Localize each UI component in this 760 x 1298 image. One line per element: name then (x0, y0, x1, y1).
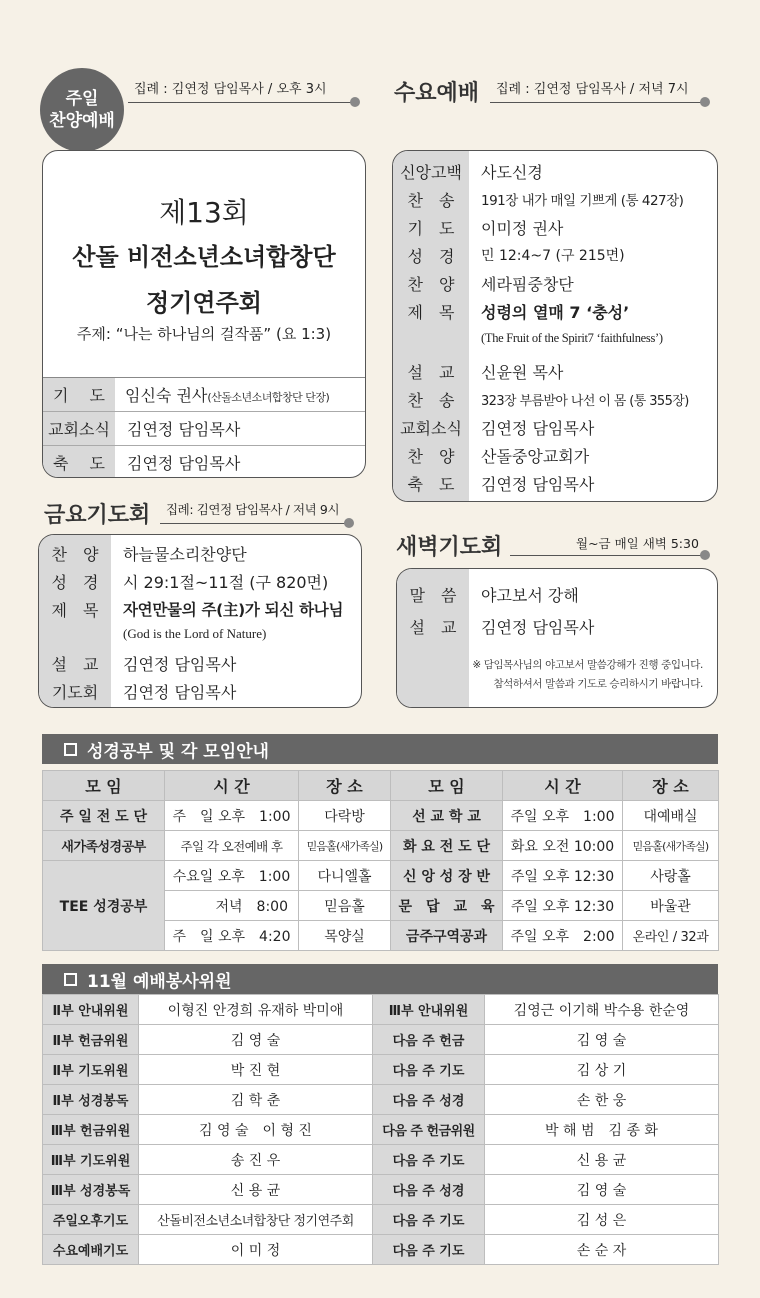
wednesday-row: 축 도 김연정 담임목사 (407, 474, 595, 494)
table-row: Ⅱ부 헌금위원 김 영 술 다음 주 헌금 김 영 술 (43, 1025, 719, 1055)
wednesday-row: (The Fruit of the Spirit7 ‘faithfulness’) (481, 330, 663, 345)
table-row: 주 일 오후 4:20 목양실 금주구역공과 주일 오후 2:00 온라인 / 32과 (43, 921, 719, 951)
meetings-table (42, 770, 719, 951)
wednesday-service-note: 집례 : 김연정 담임목사 / 저녁 7시 (496, 82, 689, 97)
divider (160, 523, 346, 524)
wednesday-service-box (392, 150, 718, 502)
table-header-row: 모 임 시 간 장 소 모 임 시 간 장 소 (43, 771, 719, 801)
friday-row: 찬 양 하늘물소리찬양단 (51, 544, 247, 564)
sunday-row-prayer: 기 도 임신숙 권사(산돌소년소녀합창단 단장) (53, 385, 330, 405)
sunday-row-benediction: 축 도 김연정 담임목사 (53, 453, 241, 473)
table-row: Ⅲ부 기도위원 송 진 우 다음 주 기도 신 용 균 (43, 1145, 719, 1175)
committee-table (42, 994, 719, 1265)
friday-row: 성 경 시 29:1절~11절 (구 820면) (51, 572, 329, 592)
dawn-service-note: 월~금 매일 새벽 5:30 (576, 536, 699, 551)
table-row: Ⅱ부 기도위원 박 진 현 다음 주 기도 김 상 기 (43, 1055, 719, 1085)
table-row: 주 일 전 도 단 주 일 오후 1:00 다락방 선 교 학 교 주일 오후 1:00 대예배실 (43, 801, 719, 831)
dawn-notice: ※ 담임목사님의 야고보서 말씀강해가 진행 중입니다. 참석하셔서 말씀과 기도로 승리하시기 바랍니다. (472, 659, 703, 690)
event-number: 제13회 (159, 196, 249, 229)
sunday-service-note: 집례 : 김연정 담임목사 / 오후 3시 (134, 82, 327, 97)
table-row: 저녁 8:00 믿음홀 문 답 교 육 주일 오후 12:30 바울관 (43, 891, 719, 921)
friday-row: 설 교 김연정 담임목사 (51, 654, 237, 674)
dawn-service-box (396, 568, 718, 708)
table-row: 수요예배기도 이 미 정 다음 주 기도 손 순 자 (43, 1235, 719, 1265)
friday-row: 제 목 자연만물의 주(主)가 되신 하나님 (51, 600, 344, 620)
wednesday-row: 교회소식 김연정 담임목사 (400, 418, 595, 438)
dot-icon (700, 97, 710, 107)
committee-section-bar: 11월 예배봉사위원 (42, 964, 718, 994)
wednesday-row: 찬 양 산돌중앙교회가 (407, 446, 590, 466)
table-row: TEE 성경공부 수요일 오후 1:00 다니엘홀 신 앙 성 장 반 주일 오후 12:30 사랑홀 (43, 861, 719, 891)
dawn-service-title: 새벽기도회 (396, 535, 503, 560)
friday-service-title: 금요기도회 (44, 503, 151, 528)
sunday-row-news: 교회소식 김연정 담임목사 (48, 419, 241, 439)
table-row: 새가족성경공부 주일 각 오전예배 후 믿음홀(새가족실) 화 요 전 도 단 화요 오전 10:00 믿음홀(새가족실) (43, 831, 719, 861)
friday-service-box (38, 534, 362, 708)
friday-service-note: 집례: 김연정 담임목사 / 저녁 9시 (166, 502, 340, 517)
table-row: Ⅱ부 안내위원 이형진 안경희 유재하 박미애 Ⅲ부 안내위원 김영근 이기해 박수용 한순영 (43, 995, 719, 1025)
dot-icon (344, 518, 354, 528)
dot-icon (350, 97, 360, 107)
friday-row: 기도회 김연정 담임목사 (51, 682, 237, 702)
sunday-service-badge: 주일 찬양예배 (40, 68, 124, 152)
wednesday-row: 설 교 신윤원 목사 (407, 362, 564, 382)
table-row: Ⅲ부 성경봉독 신 용 균 다음 주 성경 김 영 술 (43, 1175, 719, 1205)
event-name: 산돌 비전소년소녀합창단 (72, 243, 336, 271)
divider (490, 102, 702, 103)
table-row: Ⅲ부 헌금위원 김 영 술 이 형 진 다음 주 헌금위원 박 해 범 김 종 화 (43, 1115, 719, 1145)
wednesday-row: 성 경 민 12:4~7 (구 215면) (407, 246, 625, 266)
table-row: 주일오후기도 산돌비전소년소녀합창단 정기연주회 다음 주 기도 김 성 은 (43, 1205, 719, 1235)
divider (128, 102, 354, 103)
friday-row: (God is the Lord of Nature) (123, 626, 267, 641)
wednesday-row: 찬 송 323장 부름받아 나선 이 몸 (통 355장) (407, 390, 689, 410)
wednesday-row: 찬 송 191장 내가 매일 기쁘게 (통 427장) (407, 190, 684, 210)
wednesday-row: 기 도 이미정 권사 (407, 218, 564, 238)
dawn-row: 말 씀 야고보서 강해 (409, 585, 579, 605)
event-type: 정기연주회 (146, 289, 262, 317)
square-icon (64, 743, 77, 756)
sunday-service-box (42, 150, 366, 478)
event-theme: 주제: “나는 하나님의 걸작품” (요 1:3) (76, 325, 332, 343)
meetings-section-bar: 성경공부 및 각 모임안내 (42, 734, 718, 764)
divider (510, 555, 702, 556)
wednesday-row: 신앙고백 사도신경 (400, 162, 543, 182)
square-icon (64, 973, 77, 986)
dawn-row: 설 교 김연정 담임목사 (409, 617, 595, 637)
wednesday-row: 찬 양 세라핌중창단 (407, 274, 574, 294)
wednesday-row: 제 목 성령의 열매 7 ‘충성’ (407, 302, 630, 322)
table-row: Ⅱ부 성경봉독 김 학 춘 다음 주 성경 손 한 웅 (43, 1085, 719, 1115)
dot-icon (700, 550, 710, 560)
wednesday-service-title: 수요예배 (394, 81, 480, 106)
